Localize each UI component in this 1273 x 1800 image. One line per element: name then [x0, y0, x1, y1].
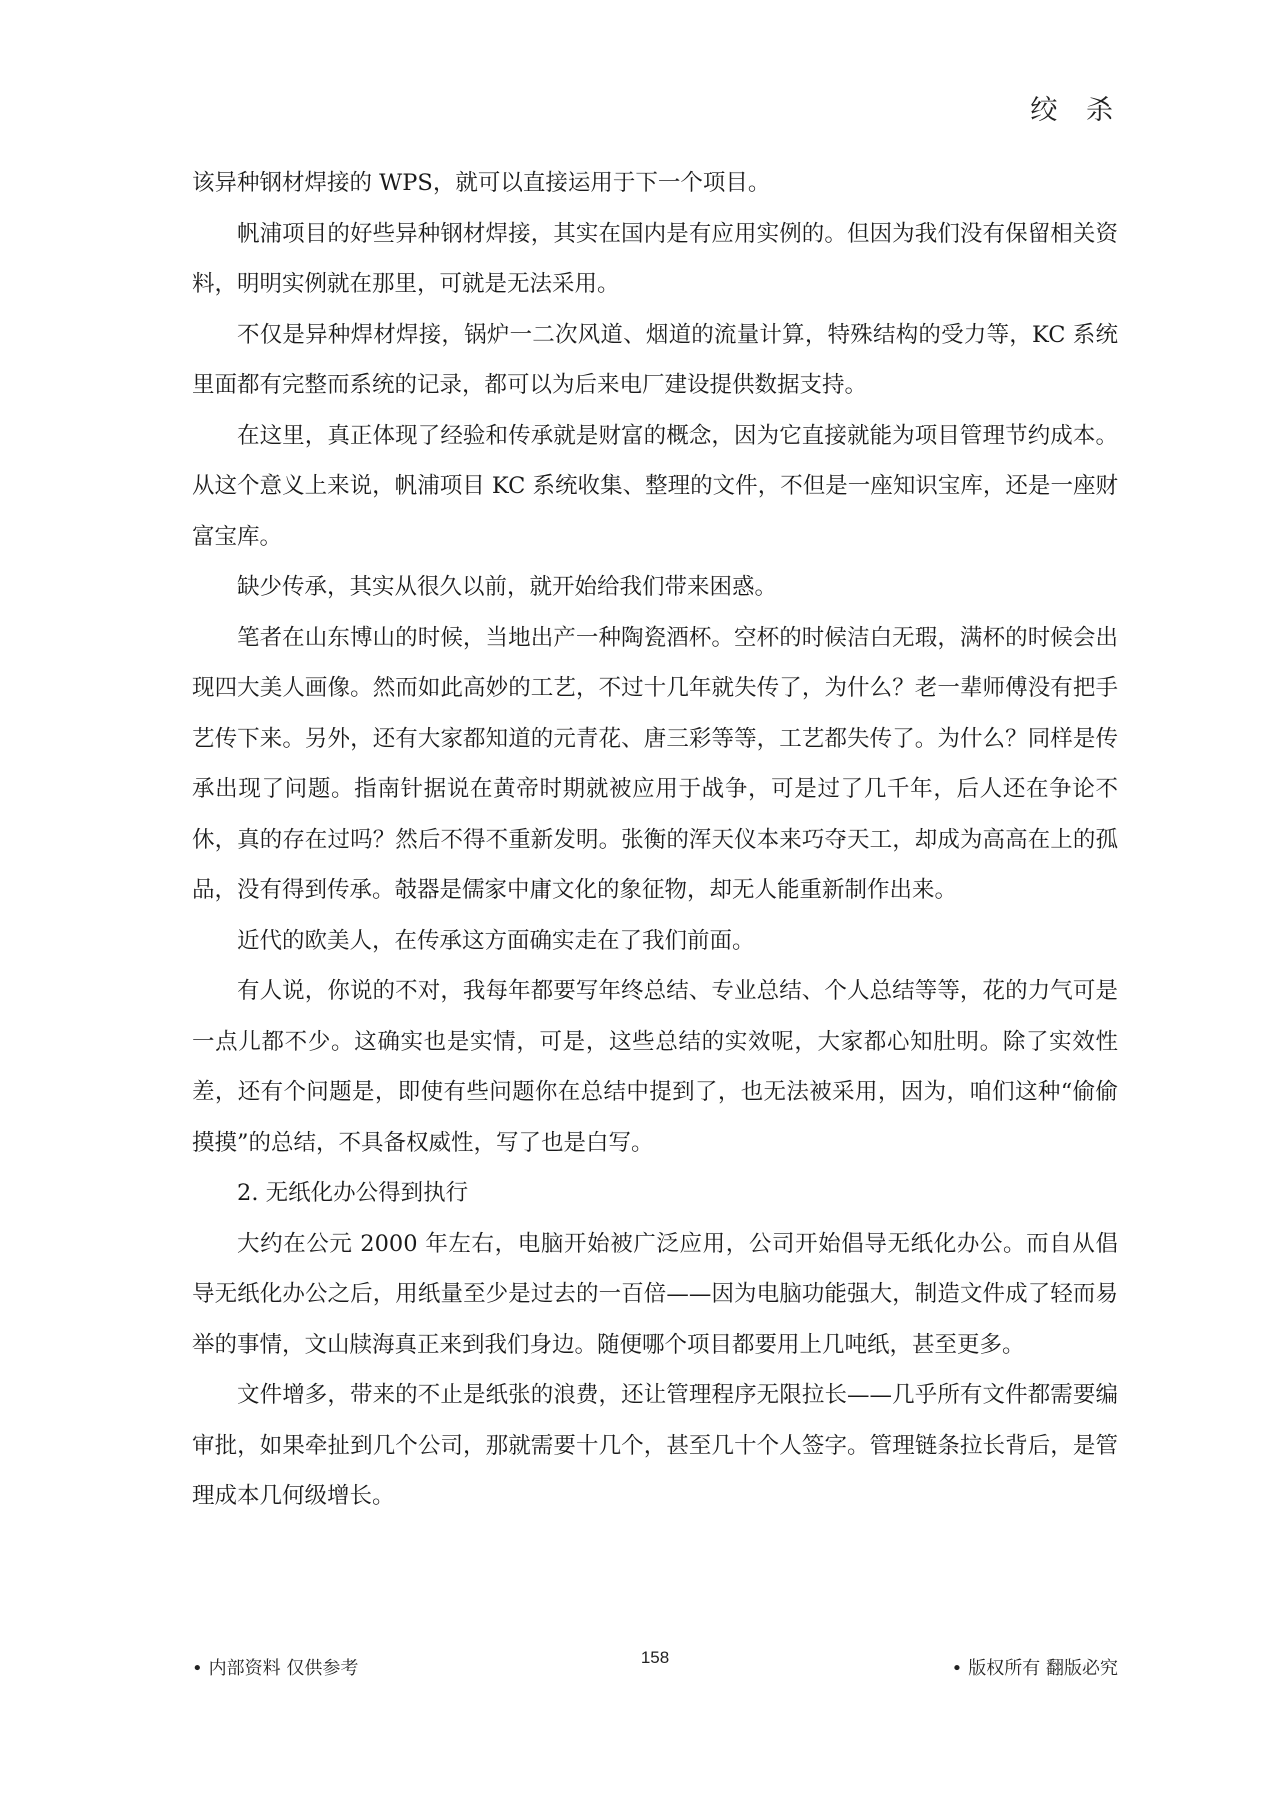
paragraph-3: 在这里，真正体现了经验和传承就是财富的概念，因为它直接就能为项目管理节约成本。从这个意义上来说，帆浦项目 KC 系统收集、整理的文件，不但是一座知识宝库，还是一座财富宝库。: [192, 422, 1118, 550]
paragraph-7: 有人说，你说的不对，我每年都要写年终总结、专业总结、个人总结等等，花的力气可是一点儿都不少。这确实也是实情，可是，这些总结的实效呢，大家都心知肚明。除了实效性差，还有个问题是，即使有些问题你在总结中提到了，也无法被采用，因为，咱们这种“偷偷摸摸”的总结，不具备权威性，写了也是白写。: [192, 978, 1118, 1156]
footer-left-text: 内部资料 仅供参考: [208, 1658, 359, 1679]
page-footer: [192, 1648, 1118, 1684]
bullet-icon: •: [192, 1658, 203, 1679]
paragraph-10: 文件增多，带来的不止是纸张的浪费，还让管理程序无限拉长——几乎所有文件都需要编审批，如果牵扯到几个公司，那就需要十几个，甚至几十个人签字。管理链条拉长背后，是管理成本几何级增长。: [192, 1382, 1118, 1509]
paragraph-5: 笔者在山东博山的时候，当地出产一种陶瓷酒杯。空杯的时候洁白无瑕，满杯的时候会出现四大美人画像。然而如此高妙的工艺，不过十几年就失传了，为什么？老一辈师傅没有把手艺传下来。另外，还有大家都知道的元青花、唐三彩等等，工艺都失传了。为什么？同样是传承出现了问题。指南针据说在黄帝时期就被应用于战争，可是过了几千年，后人还在争论不休，真的存在过吗？然后不得不重新发明。张衡的浑天仪本来巧夺天工，却成为高高在上的孤品，没有得到传承。攲器是儒家中庸文化的象征物，却无人能重新制作出来。: [192, 624, 1118, 903]
page-number: 158: [640, 1648, 670, 1667]
paragraph-9: 大约在公元 2000 年左右，电脑开始被广泛应用，公司开始倡导无纸化办公。而自从倡导无纸化办公之后，用纸量至少是过去的一百倍——因为电脑功能强大，制造文件成了轻而易举的事情，文山牍海真正来到我们身边。随便哪个项目都要用上几吨纸，甚至更多。: [192, 1230, 1118, 1358]
paragraph-4: 缺少传承，其实从很久以前，就开始给我们带来困惑。: [237, 574, 778, 600]
running-header-title: 绞 杀: [1030, 95, 1123, 126]
paragraph-1: 帆浦项目的好些异种钢材焊接，其实在国内是有应用实例的。但因为我们没有保留相关资料，明明实例就在那里，可就是无法采用。: [192, 220, 1118, 297]
footer-right-note: [952, 1654, 1118, 1680]
footer-right-text: 版权所有 翻版必究: [968, 1658, 1118, 1679]
paragraph-2: 不仅是异种焊材焊接，锅炉一二次风道、烟道的流量计算，特殊结构的受力等，KC 系统里面都有完整而系统的记录，都可以为后来电厂建设提供数据支持。: [192, 321, 1118, 398]
bullet-icon: •: [951, 1658, 963, 1679]
section-heading: 2. 无纸化办公得到执行: [237, 1180, 469, 1206]
paragraph-0: 该异种钢材焊接的 WPS，就可以直接运用于下一个项目。: [192, 170, 771, 196]
paragraph-6: 近代的欧美人，在传承这方面确实走在了我们前面。: [237, 927, 755, 954]
body-text: [192, 158, 1118, 1522]
